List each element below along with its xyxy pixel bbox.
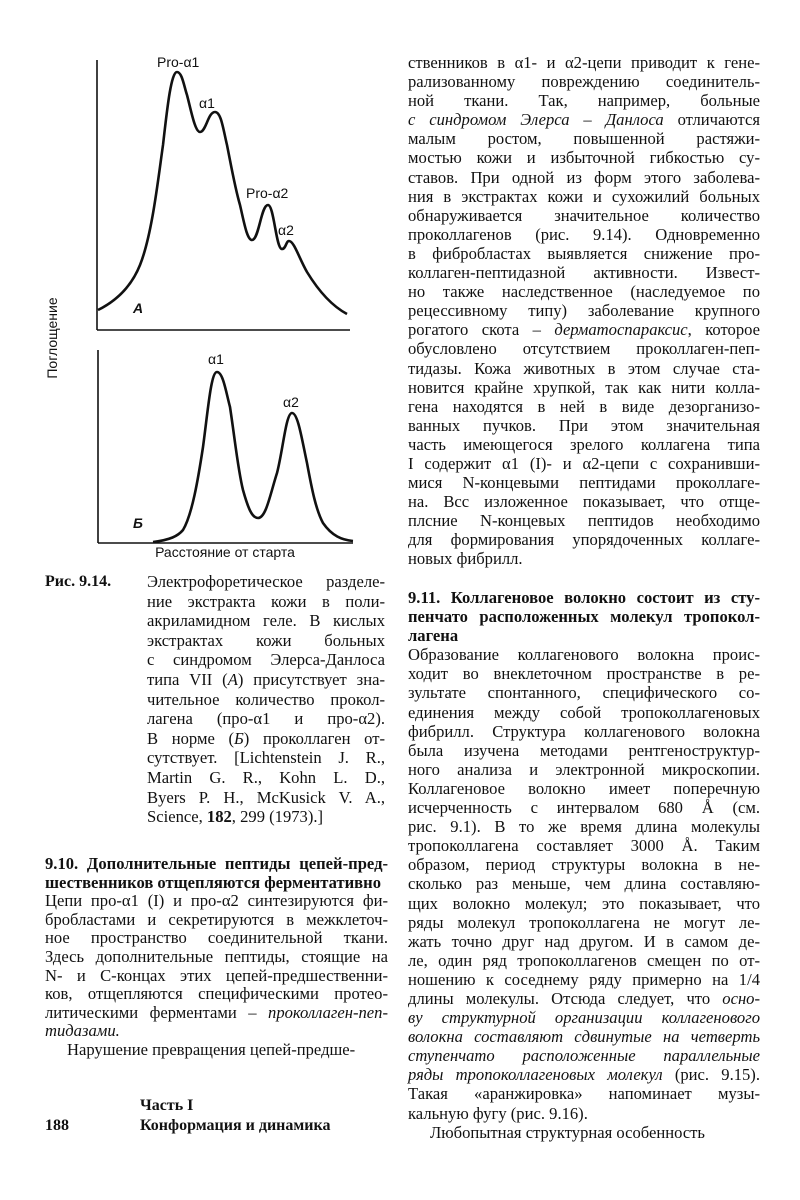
text-line: Любопытная структурная особенность [430,1122,706,1142]
text-line: ряды молекул тропоколлагена не могут ле- [408,912,760,932]
section-9-11 [408,588,760,1142]
top-panel [97,54,350,330]
text-line [45,855,388,874]
text-line [408,1046,760,1065]
top-absorption-curve [98,72,347,314]
text-line: Цепи про-α1 (I) и про-α2 синтезируются фи- [45,891,388,911]
figure-9-14 [0,0,400,570]
text-line: ственников в α1- и α2-цепи приводит к гене- [408,53,760,72]
text-line: проколлагенов (рис. 9.14). Одновременно [408,224,760,244]
text-line [45,874,388,893]
text-line: рис. 9.1). В то же время длина молекулы [408,817,760,837]
text-segment: Science, [147,807,207,827]
text-line [147,670,385,690]
peak-label-pro-alpha2: Pro-α2 [246,185,289,201]
italic-text: волокна составляют сдвинутые на четверть [408,1027,760,1047]
text-line: жать точно друг над другом. И в самом де- [408,931,760,951]
text-line: рецессивному типу) заболевание крупного [408,301,760,321]
peak-label-alpha1-bottom: α1 [208,351,224,367]
text-line [408,320,760,339]
peak-label-alpha1-top: α1 [199,95,215,111]
bottom-absorption-curve [153,372,353,542]
y-axis-label: Поглощение [44,297,60,379]
text-line: с синдромом Элерса-Данлоса [147,650,385,670]
text-line [408,1027,760,1046]
figure-caption [147,572,385,827]
peak-label-alpha2-top: α2 [278,222,294,238]
text-line: мостью кожи и избыточной гибкостью су- [408,148,760,168]
text-line: акриламидном геле. В кислых [147,611,385,631]
text-segment: ) проколлаген от- [243,728,385,748]
italic-text: проколлаген-пеп- [268,1002,388,1022]
text-line [408,607,760,626]
text-line: ношению к соседнему ряду примерно на 1/4 [408,969,760,989]
text-line: Коллагеновое волокно имеет поперечную [408,778,760,798]
text-line: I содержит α1 (I)- и α2-цепи с сохранивши- [408,453,760,473]
text-line: ное пространство соединительной ткани. [45,928,388,948]
text-line [45,1022,388,1041]
bottom-panel [98,350,353,543]
text-line [408,626,760,645]
text-line: ного анализа и электронной микроскопии. [408,759,760,779]
text-line: чительное количество прокол- [147,689,385,709]
bold-text: пенчато расположенных молекул тропокол- [408,607,760,627]
text-line: исчерченность с интервалом 680 Å (см. [408,798,760,818]
text-line: ной ткани. Так, например, больные [408,91,760,111]
text-line: ние экстракта кожи в поли- [147,591,385,611]
text-segment: , 299 (1973).] [231,807,324,827]
text-segment: рогатого скота – [408,320,555,340]
bold-text: 182 [206,807,232,827]
text-line: новых фибрилл. [408,549,523,569]
italic-text: ряды тропоколлагеновых молекул [408,1065,663,1085]
text-line: для формирования упорядоченных коллаге- [408,530,760,550]
text-line: Образование коллагенового волокна проис- [408,645,760,665]
text-segment: (рис. 9.15). [662,1065,760,1085]
text-segment: ) присутствует зна- [237,669,385,689]
text-line: мися N-концевыми пептидами проколлаге- [408,473,760,493]
text-line: новится крайне хрупкой, так как нити колла- [408,377,760,397]
text-line [147,807,385,827]
running-footer-part: Часть I [140,1097,194,1114]
text-line: единения между собой тропоколлагеновых [408,702,760,722]
section-9-10 [45,855,388,1060]
text-line: зультате спонтанного, специфического со- [408,683,760,703]
text-line [408,110,760,129]
panel-label-b: Б [133,515,143,531]
text-line [408,1008,760,1027]
text-segment: длины молекулы. Отсюда следует, что [408,988,723,1008]
italic-text: осно- [722,988,760,1008]
text-line: ков, отщепляются специфическими протео- [45,984,388,1004]
figure-caption-label: Рис. 9.14. [45,573,112,590]
text-line: ходит во внеклеточном пространстве в ре- [408,664,760,684]
text-line: гена находятся в ней в виде дезорганизо- [408,396,760,416]
text-line [45,1004,388,1023]
text-line: ле, один ряд тропоколлагенов смещен по от- [408,950,760,970]
panel-label-a: A [133,300,144,316]
text-segment: отличаются [663,110,760,130]
right-column-top-text [408,53,760,569]
text-line [408,989,760,1008]
running-footer-title: Конформация и динамика [140,1117,331,1134]
text-line: тидазы. Кожа животных в этом случае ста- [408,358,760,378]
text-line: ния в экстрактах кожи и сухожилий больных [408,186,760,206]
italic-text: Б [233,728,244,748]
text-line: в фибробластах выявляется снижение про- [408,243,760,263]
text-line: обусловлено отсутствием проколлаген-пеп- [408,339,760,359]
text-line [408,588,760,607]
text-line: Нарушение превращения цепей-предше- [67,1039,356,1059]
bold-text: шественников отщепляются ферментативно [45,872,381,892]
text-line: рализованному повреждению соединитель- [408,72,760,92]
text-line: часть имеющегося зрелого коллагена типа [408,434,760,454]
text-line: образом, период структуры волокна в не- [408,855,760,875]
italic-text: А [227,669,238,689]
text-line: ставов. При одной из форм этого заболева- [408,167,760,187]
text-line: на. Всс изложенное показывает, что отще- [408,492,760,512]
bold-text: 9.11. Коллагеновое волокно состоит из сту- [408,588,760,607]
italic-text: с синдромом Элерса – Данлоса [408,110,664,130]
x-axis-label: Расстояние от старта [155,544,295,560]
text-segment: литическими ферментами – [45,1002,269,1022]
text-line: лагена (про-α1 и про-α2). [147,709,385,729]
text-line: Byers P. H., McKusick V. A., [147,787,385,807]
text-segment: , которое [687,320,760,340]
text-line: Электрофоретическое разделе- [147,572,385,591]
text-segment: типа VII ( [147,669,228,689]
text-line: фибрилл. Структура коллагенового волокна [408,721,760,741]
italic-text: ву структурной организации коллагенового [408,1008,760,1028]
text-line: обнаруживается значительное количество [408,205,760,225]
text-line [408,1065,760,1084]
text-line: Martin G. R., Kohn L. D., [147,767,385,787]
page-number: 188 [45,1117,69,1134]
text-line: плсние N-концевых пептидов необходимо [408,511,760,531]
peak-label-alpha2-bottom: α2 [283,394,299,410]
text-line: N- и C-концах этих цепей-предшественни- [45,965,388,985]
bold-text: лагена [408,626,459,646]
peak-label-pro-alpha1: Pro-α1 [157,54,200,70]
text-line: экстрактах кожи больных [147,630,385,650]
italic-text: ступенчато расположенные параллельные [408,1046,760,1066]
italic-text: тидазами. [45,1021,120,1041]
text-segment: В норме ( [147,728,234,748]
text-line: тропоколлагена составляет 3000 Å. Таким [408,836,760,856]
bold-text: 9.10. Дополнительные пептиды цепей-пред- [45,854,388,873]
italic-text: дерматоспараксис [554,320,688,340]
text-line: но также наследственное (наследуемое по [408,282,760,302]
text-line: коллаген-пептидазной активности. Извест- [408,263,760,283]
text-line: малым ростом, повышенной растяжи- [408,129,760,149]
text-line: бробластами и секретируются в межклеточ- [45,909,388,929]
text-line: ванных пучков. При этом значительная [408,415,760,435]
text-line: Здесь дополнительные пептиды, стоящие на [45,946,388,966]
text-line: сутствует. [Lichtenstein J. R., [147,748,385,768]
text-line: щих волокно молекул; это показывает, что [408,893,760,913]
text-line: сколько раз меньше, чем длина составляю- [408,874,760,894]
text-line: была изучена методами рентгеноструктур- [408,740,760,760]
text-line: кальную фугу (рис. 9.16). [408,1103,588,1123]
text-line: Такая «аранжировка» напоминает музы- [408,1084,760,1104]
text-line [147,729,385,749]
